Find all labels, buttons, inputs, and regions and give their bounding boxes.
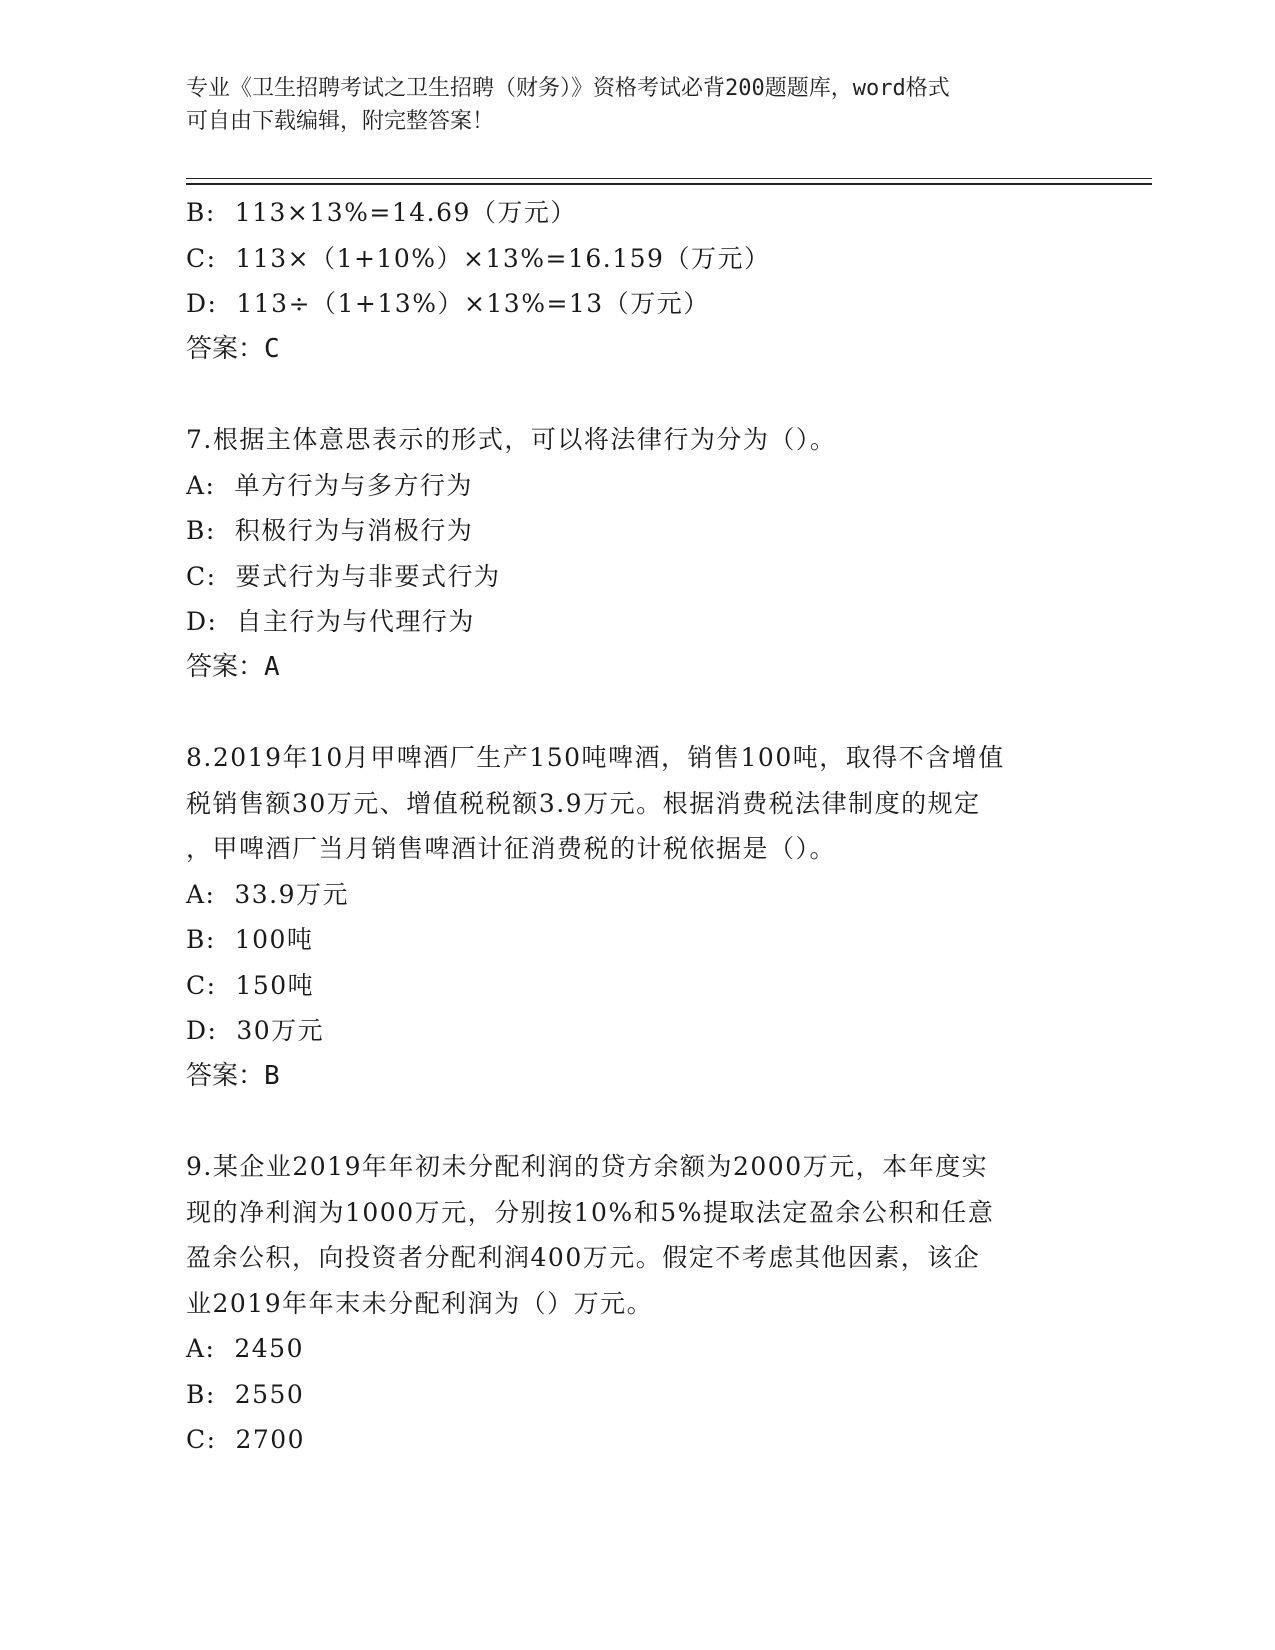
header-divider-thin [186, 178, 1152, 179]
question-stem: 7.根据主体意思表示的形式，可以将法律行为分为（）。 [186, 425, 837, 454]
header-line-2: 可自由下载编辑，附完整答案！ [186, 109, 495, 134]
option-d: D: 自主行为与代理行为 [186, 607, 475, 636]
option-c: C: 150吨 [186, 970, 315, 1000]
option-d: D: 113÷（1+13%）×13%=13（万元） [186, 289, 710, 318]
question-stem-line: ，甲啤酒厂当月销售啤酒计征消费税的计税依据是（）。 [186, 834, 837, 863]
question-stem-line: 业2019年年末未分配利润为（）万元。 [186, 1288, 654, 1318]
option-a: A: 2450 [186, 1334, 304, 1363]
question-9 [186, 1144, 1086, 1463]
option-d: D: 30万元 [186, 1016, 325, 1045]
question-6-tail [186, 190, 1086, 372]
question-stem-line: 税销售额30万元、增值税税额3.9万元。根据消费税法律制度的规定 [186, 788, 981, 818]
option-b: B: 100吨 [186, 925, 314, 954]
option-a: A: 单方行为与多方行为 [186, 470, 473, 500]
option-b: B: 113×13%=14.69（万元） [186, 198, 577, 227]
answer: 答案：A [186, 651, 280, 682]
question-stem-line: 8.2019年10月甲啤酒厂生产150吨啤酒，销售100吨，取得不含增值 [186, 743, 1005, 772]
option-c: C: 113×（1+10%）×13%=16.159（万元） [186, 243, 771, 273]
option-c: C: 要式行为与非要式行为 [186, 561, 501, 591]
option-b: B: 积极行为与消极行为 [186, 516, 474, 545]
answer: 答案：B [186, 1060, 280, 1091]
header-divider-thick [186, 183, 1152, 185]
question-stem-line: 9.某企业2019年年初未分配利润的贷方余额为2000万元，本年度实 [186, 1152, 989, 1181]
question-stem-line: 现的净利润为1000万元，分别按10%和5%提取法定盈余公积和任意 [186, 1197, 995, 1227]
option-c: C: 2700 [186, 1425, 306, 1454]
option-b: B: 2550 [186, 1379, 305, 1409]
document-header [186, 72, 1066, 138]
option-a: A: 33.9万元 [186, 879, 350, 909]
question-8 [186, 735, 1086, 1099]
question-7 [186, 417, 1086, 690]
answer: 答案：C [186, 333, 280, 364]
header-line-1: 专业《卫生招聘考试之卫生招聘（财务）》资格考试必背200题题库，word格式 [186, 76, 950, 101]
question-list [186, 190, 1086, 1463]
question-stem-line: 盈余公积，向投资者分配利润400万元。假定不考虑其他因素，该企 [186, 1243, 981, 1272]
